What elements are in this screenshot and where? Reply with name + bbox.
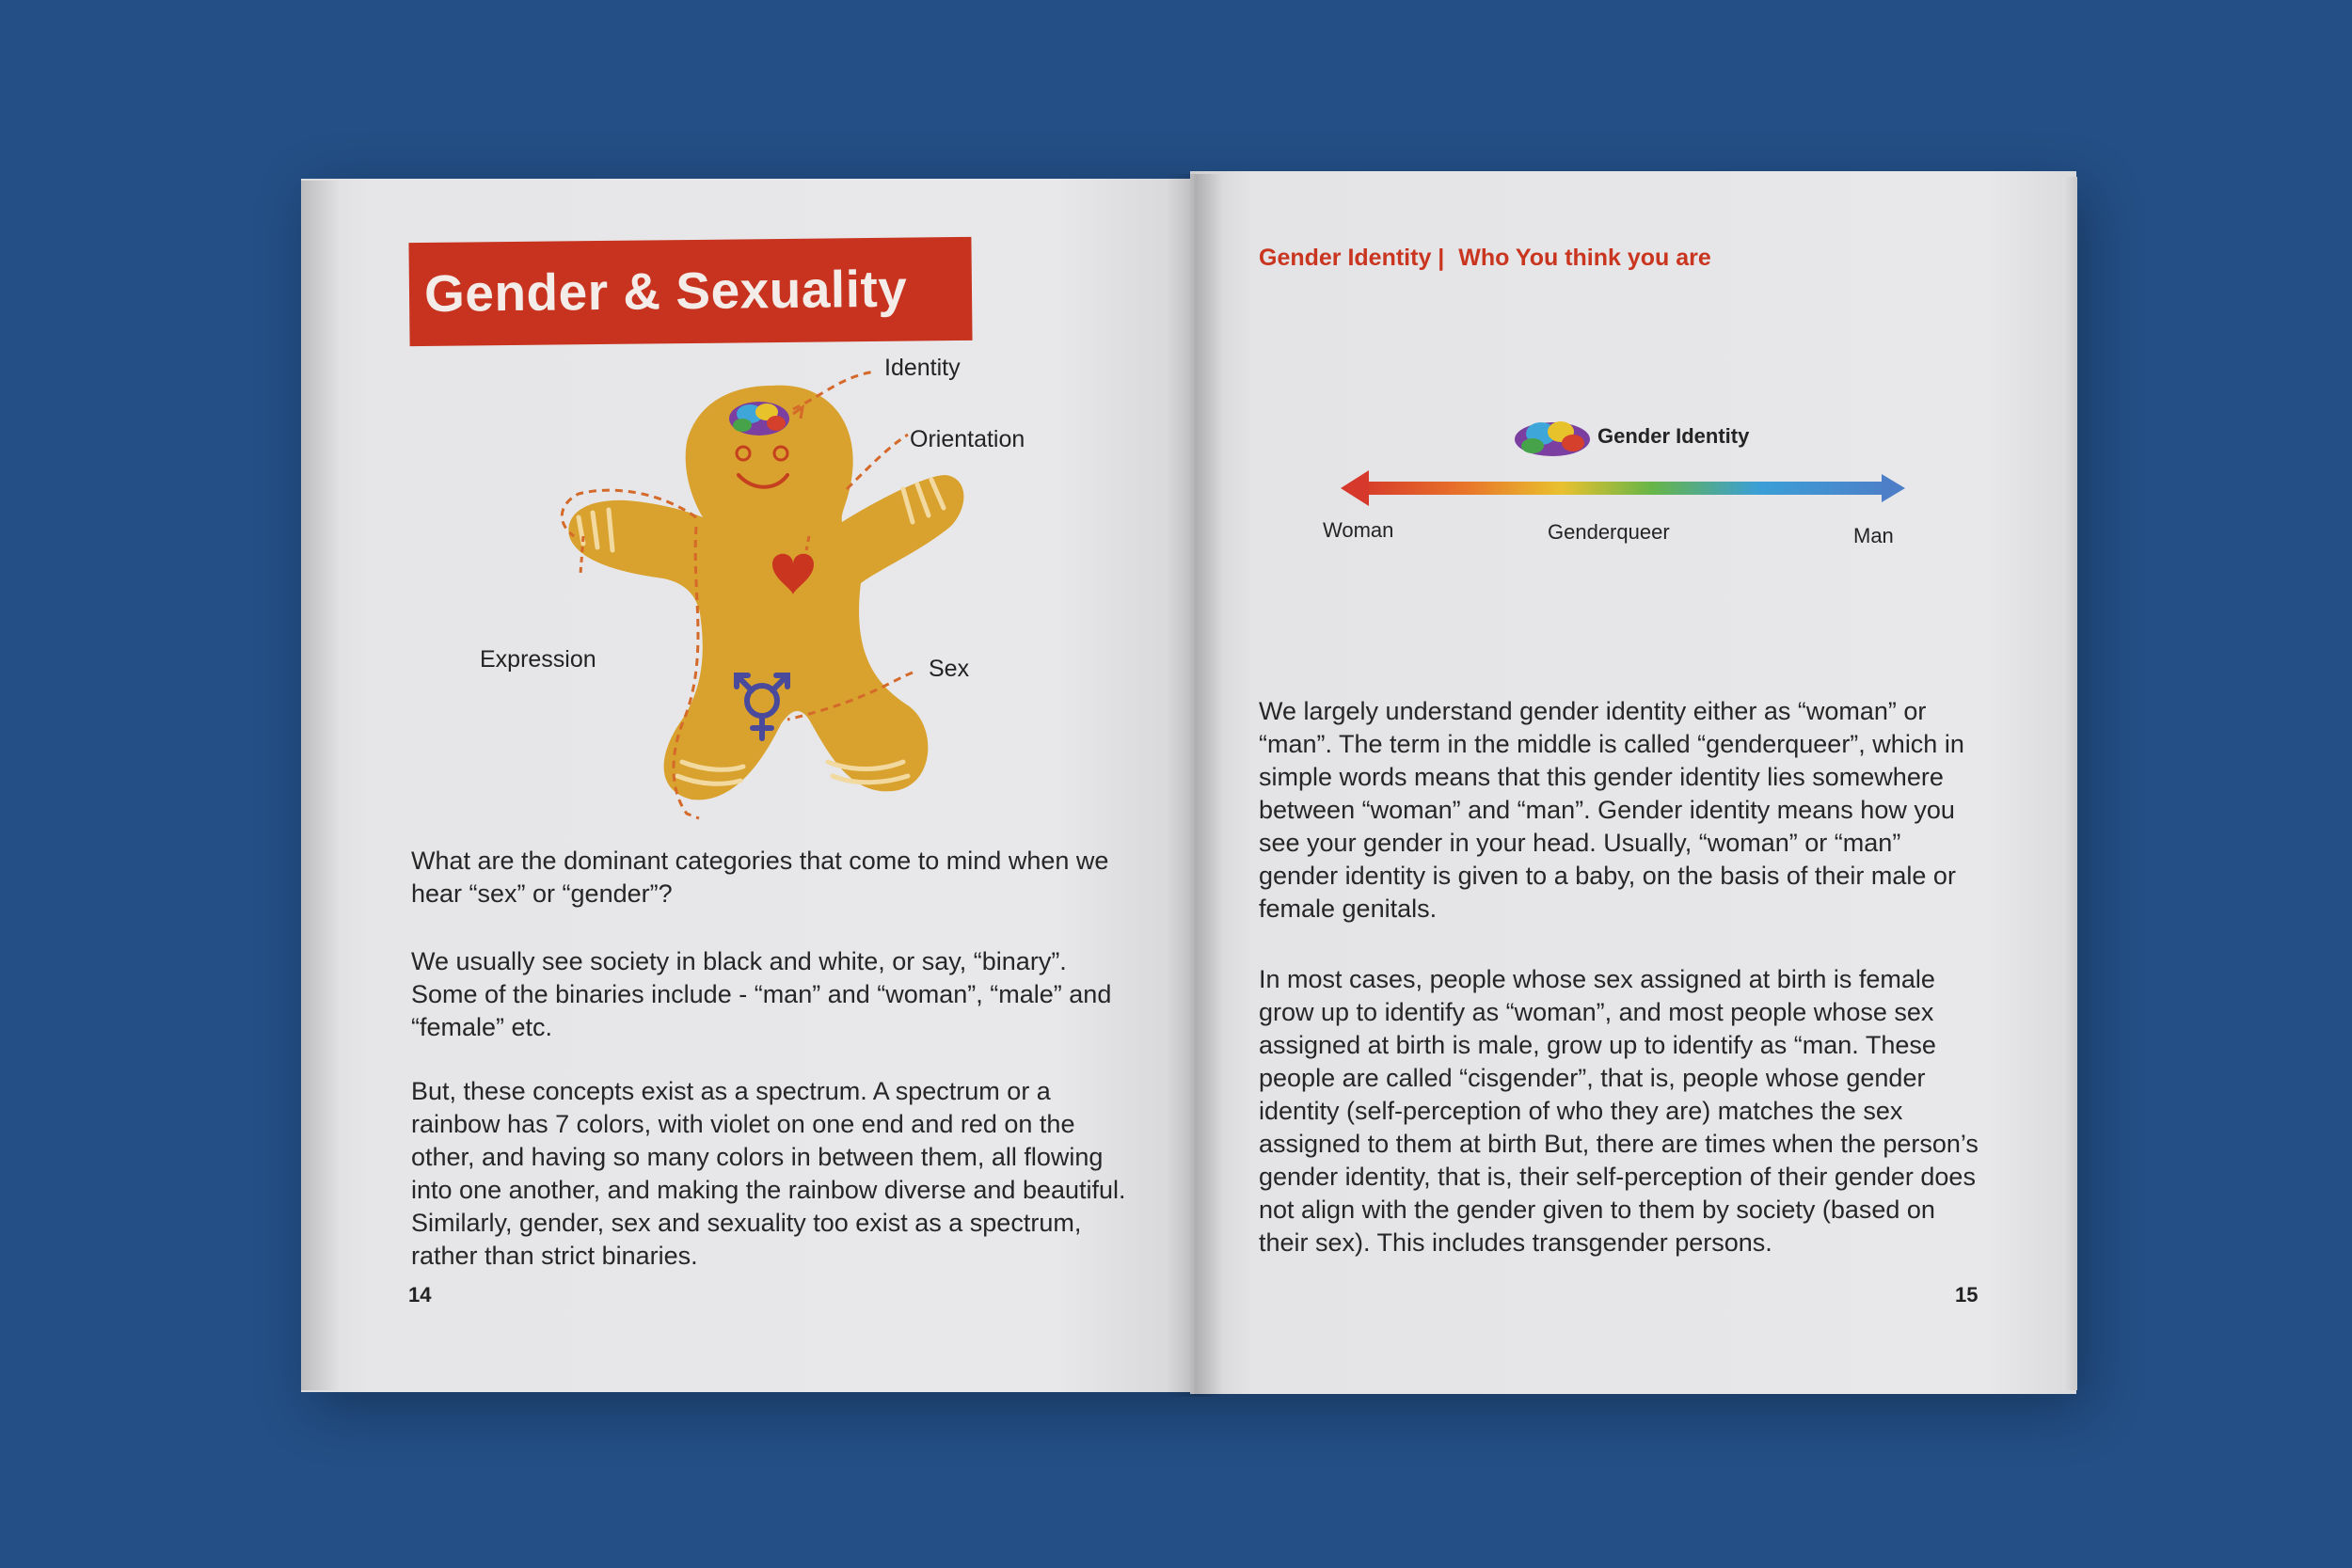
gender-spectrum-arrow — [1336, 461, 1919, 517]
spectrum-label-woman: Woman — [1323, 518, 1394, 542]
spectrum-title: Gender Identity — [1597, 424, 1750, 448]
gingerbread-illustration — [541, 348, 1068, 837]
section-header — [1259, 245, 1711, 272]
gingerbread-body — [568, 386, 963, 800]
page-title: Gender & Sexuality — [423, 259, 908, 323]
left-paragraph-3: But, these concepts exist as a spectrum. A spectrum or a rainbow has 7 colors, with violet on one end and red on the other, and having so many colors in between them, all flowing into one another, and making the rainbow diverse and beautiful. Similarly, gender, sex and sexuality too exist as a spectrum, rather than strict binaries. — [411, 1077, 1126, 1270]
spectrum-label-genderqueer: Genderqueer — [1548, 520, 1670, 544]
right-page-edges — [2062, 177, 2077, 1390]
brain-icon — [729, 402, 789, 436]
right-paragraph-2: In most cases, people whose sex assigned at birth is female grow up to identify as “woman”, and most people whose sex assigned at birth is male, grow up to identify as “man. These people are called “cisgender”, that is, people whose gender identity (self-perception of who they are) matches the sex assigned to them at birth But, there are times when the person’s gender identity, that is, their self-perception of their gender does not align with the gender given to them by society (based on their sex). This includes transgender persons. — [1259, 965, 1979, 1257]
section-subtitle: Who You think you are — [1458, 245, 1711, 271]
left-paragraph-1: What are the dominant categories that come to mind when we hear “sex” or “gender”? — [411, 847, 1109, 908]
section-title: Gender Identity | — [1259, 245, 1445, 271]
page-number-left: 14 — [408, 1283, 432, 1307]
label-sex: Sex — [929, 656, 970, 682]
label-identity: Identity — [884, 355, 961, 381]
page-number-right: 15 — [1955, 1283, 1979, 1307]
left-page-edges — [301, 181, 339, 1390]
spectrum-label-man: Man — [1853, 524, 1894, 547]
label-orientation: Orientation — [910, 426, 1025, 452]
book-gutter — [1167, 174, 1223, 1397]
label-expression: Expression — [480, 646, 596, 673]
left-paragraph-2: We usually see society in black and white, or say, “binary”. Some of the binaries include - “man” and “woman”, “male” and “female” etc. — [411, 947, 1112, 1041]
right-paragraph-1: We largely understand gender identity either as “woman” or “man”. The term in the middle is called “genderqueer”, which in simple words means that this gender identity lies somewhere between “woman” and “man”. Gender identity means how you see your gender in your head. Usually, “woman” or “man” gender identity is given to a baby, on the basis of their male or female genitals. — [1259, 697, 1964, 923]
title-banner — [408, 237, 972, 346]
rainbow-cloud-icon — [1510, 414, 1595, 461]
